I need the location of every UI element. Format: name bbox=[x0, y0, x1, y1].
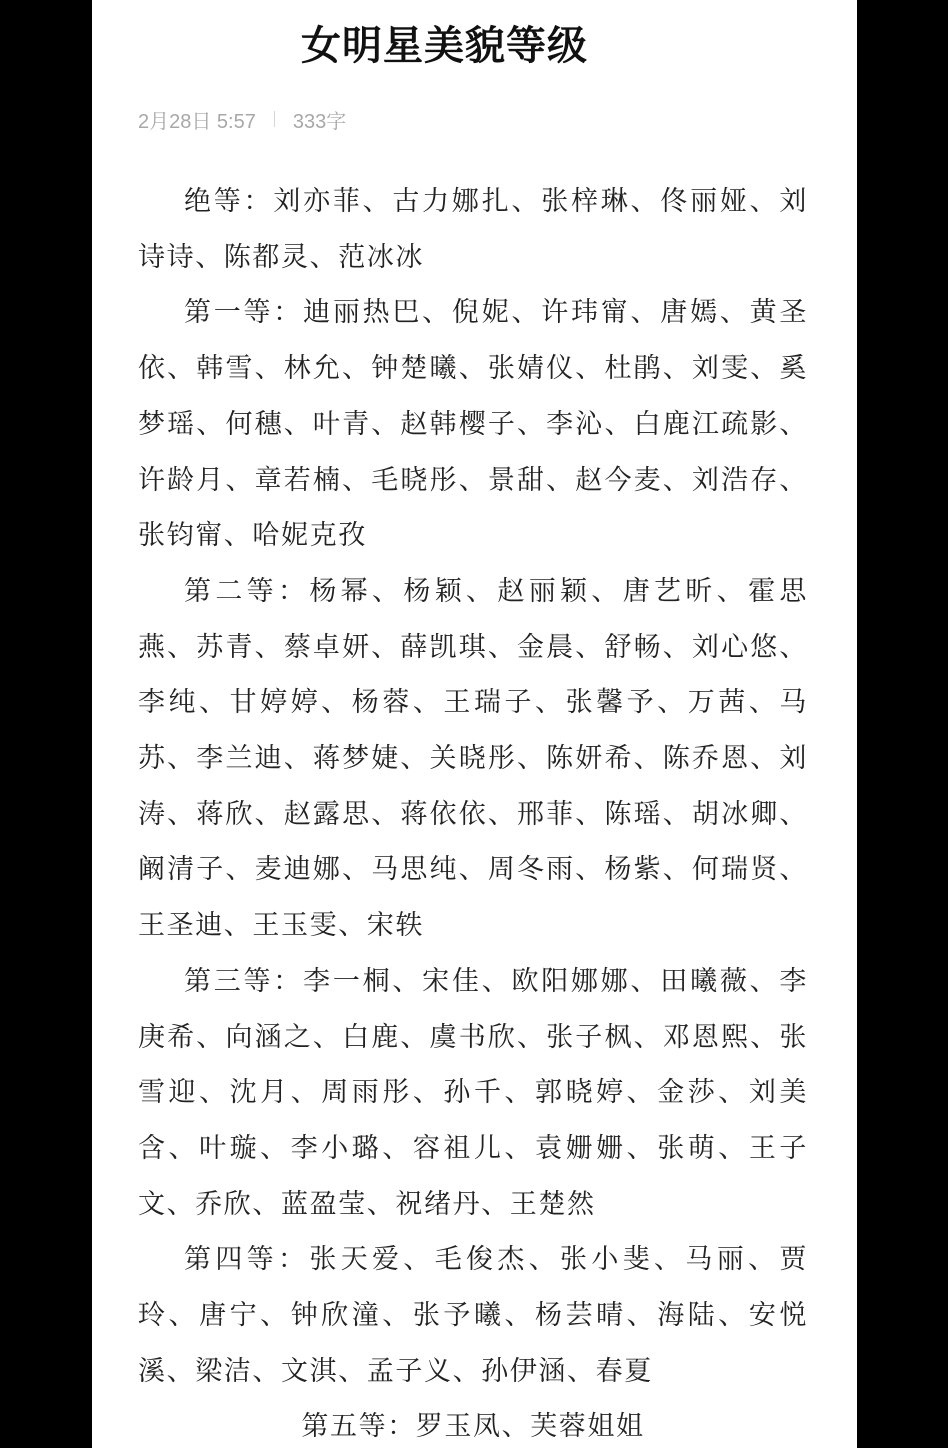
tier-label: 第二等： bbox=[184, 575, 310, 607]
tier-label: 绝等： bbox=[184, 186, 274, 217]
tier-paragraph-2 bbox=[138, 564, 808, 954]
article-meta bbox=[138, 104, 346, 134]
tier-names: 刘亦菲、古力娜扎、张梓琳、佟丽娅、刘诗诗、陈都灵、范冰冰 bbox=[138, 186, 808, 273]
tier-label: 第四等： bbox=[184, 1244, 310, 1276]
tier-paragraph-4 bbox=[138, 1232, 808, 1399]
tier-names: 张天爱、毛俊杰、张小斐、马丽、贾玲、唐宁、钟欣潼、张予曦、杨芸晴、海陆、安悦溪、梁洁、文淇、孟子义、孙伊涵、春夏 bbox=[138, 1244, 808, 1387]
tier-label: 第三等： bbox=[184, 965, 304, 997]
article-title: 女明星美貌等级 bbox=[301, 23, 588, 69]
tier-label: 第一等： bbox=[184, 297, 304, 329]
tier-names: 迪丽热巴、倪妮、许玮甯、唐嫣、黄圣依、韩雪、林允、钟楚曦、张婧仪、杜鹃、刘雯、奚梦瑶、何穗、叶青、赵韩樱子、李沁、白鹿江疏影、许龄月、章若楠、毛晓彤、景甜、赵今麦、刘浩存、张钧甯、哈妮克孜 bbox=[138, 297, 808, 552]
article-body bbox=[138, 174, 808, 1448]
tier-paragraph-0 bbox=[138, 174, 808, 285]
article-page bbox=[92, 0, 857, 1448]
tier-paragraph-3 bbox=[138, 954, 808, 1233]
word-count: 333字 bbox=[292, 110, 347, 133]
tier-paragraph-1 bbox=[138, 285, 808, 564]
publish-date: 2月28日 5:57 bbox=[138, 110, 256, 133]
tier-paragraph-5 bbox=[138, 1399, 808, 1448]
tier-label: 第五等： bbox=[301, 1411, 416, 1443]
tier-names: 李一桐、宋佳、欧阳娜娜、田曦薇、李庚希、向涵之、白鹿、虞书欣、张子枫、邓恩熙、张雪迎、沈月、周雨彤、孙千、郭晓婷、金莎、刘美含、叶璇、李小璐、容祖儿、袁姗姗、张萌、王子文、乔欣、蓝盈莹、祝绪丹、王楚然 bbox=[138, 965, 808, 1220]
tier-names: 罗玉凤、芙蓉姐姐 bbox=[415, 1411, 645, 1443]
meta-divider bbox=[274, 111, 275, 127]
tier-names: 杨幂、杨颖、赵丽颖、唐艺昕、霍思燕、苏青、蔡卓妍、薛凯琪、金晨、舒畅、刘心悠、李纯、甘婷婷、杨蓉、王瑞子、张馨予、万茜、马苏、李兰迪、蒋梦婕、关晓彤、陈妍希、陈乔恩、刘涛、蒋欣、赵露思、蒋依依、邢菲、陈瑶、胡冰卿、阚清子、麦迪娜、马思纯、周冬雨、杨紫、何瑞贤、王圣迪、王玉雯、宋轶 bbox=[138, 575, 808, 942]
